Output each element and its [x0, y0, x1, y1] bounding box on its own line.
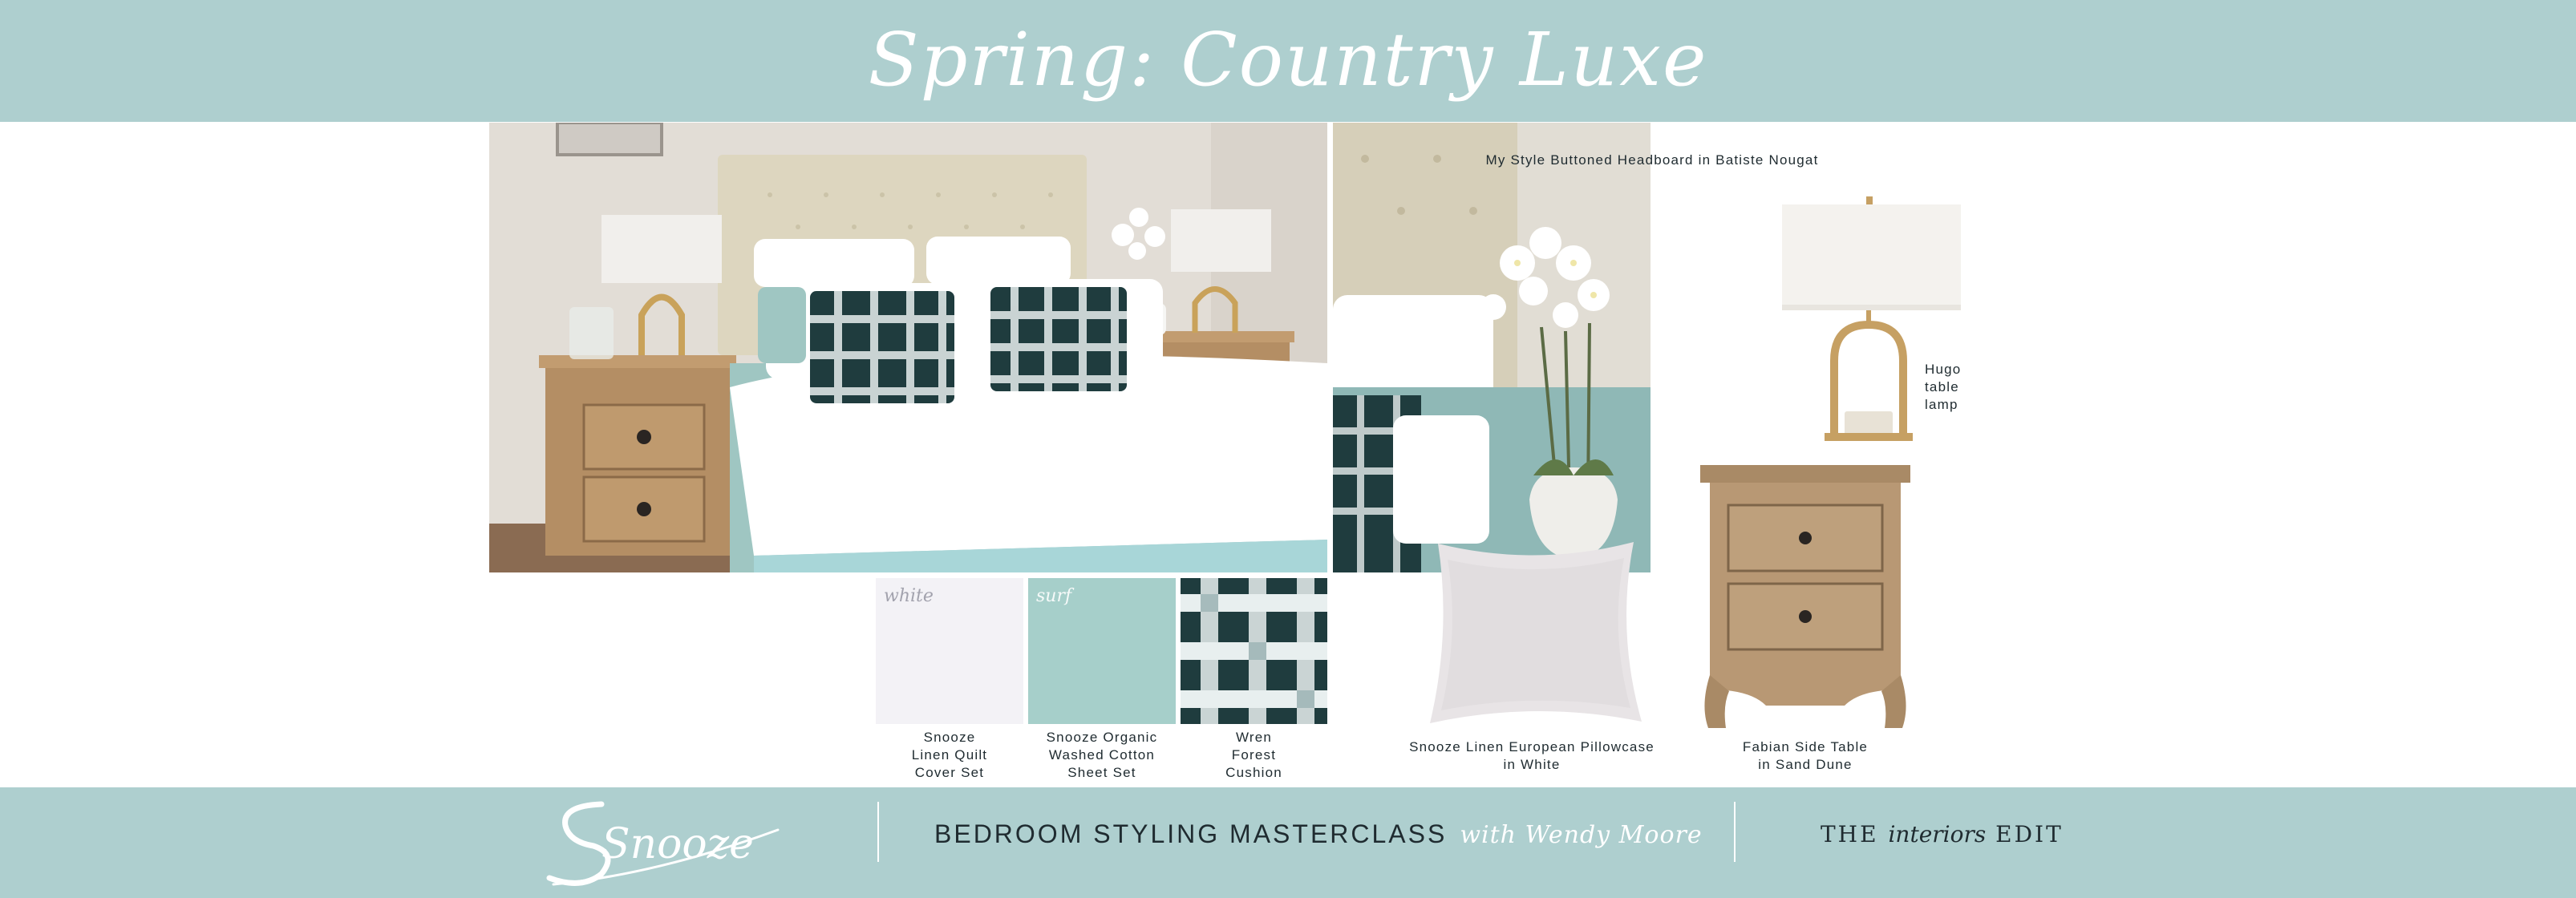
presenter-text: with Wendy Moore	[1460, 821, 1703, 849]
interiors-edit-logo	[1821, 816, 2064, 852]
masterclass-title	[934, 814, 1703, 854]
swatch-forest-check	[1181, 578, 1327, 724]
side-table-label: Fabian Side Table in Sand Dune	[1742, 739, 1869, 772]
detail-photo	[1333, 123, 1651, 572]
footer-divider-right	[1734, 802, 1736, 862]
swatch-surf	[1028, 578, 1176, 724]
swatch-surf-script: surf	[1036, 586, 1072, 606]
brand-script: interiors	[1888, 821, 1987, 847]
brand-pre: THE	[1821, 821, 1879, 847]
swatch-white-script: white	[884, 586, 934, 606]
side-table-product-image	[1700, 465, 1910, 730]
swatch-white	[876, 578, 1023, 724]
swatch-label-forest: Wren Forest Cushion	[1225, 730, 1282, 780]
pillowcase-label: Snooze Linen European Pillowcase in White	[1409, 739, 1655, 772]
lamp-label: Hugo table lamp	[1925, 362, 1962, 412]
headboard-label: My Style Buttoned Headboard in Batiste Nougat	[1485, 152, 1819, 168]
page-title: Spring: Country Luxe	[868, 17, 1708, 103]
masterclass-text: BEDROOM STYLING MASTERCLASS	[934, 819, 1448, 848]
swatch-label-white: Snooze Linen Quilt Cover Set	[911, 730, 988, 780]
footer-divider-left	[877, 802, 879, 862]
snooze-logo	[545, 798, 786, 890]
pillowcase-product-image	[1424, 536, 1648, 728]
brand-post: EDIT	[1995, 821, 2064, 847]
swatch-label-surf: Snooze Organic Washed Cotton Sheet Set	[1046, 730, 1158, 780]
bedroom-photo	[489, 123, 1327, 572]
snooze-logo-text: Snooze	[601, 820, 754, 868]
